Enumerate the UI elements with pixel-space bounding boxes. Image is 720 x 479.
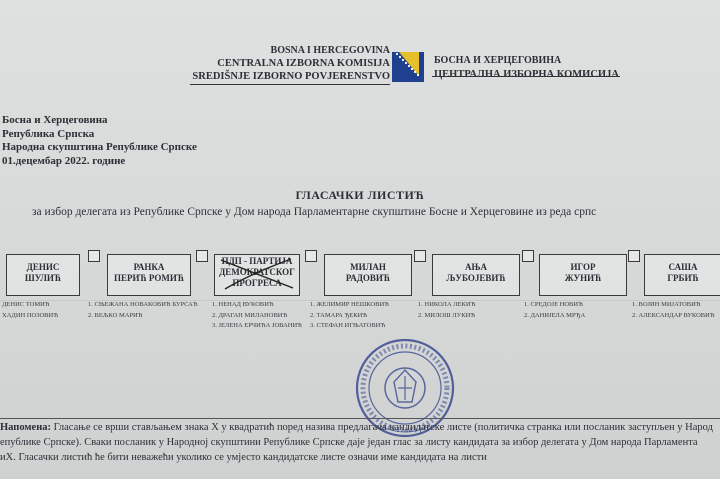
nominator: 1. НЕНАД ВУКОВИЋ [212, 301, 274, 308]
header-rule-right [432, 76, 620, 77]
header-latin [190, 44, 390, 83]
checkbox-7[interactable] [628, 250, 640, 262]
nominator-list-5 [418, 300, 475, 321]
candidate-name-line: ПЕРИЋ РОМИЋ [113, 273, 185, 283]
bih-flag-icon [392, 52, 424, 82]
nominator-list-3 [212, 300, 302, 332]
candidate-name-line: САША [668, 262, 698, 272]
header-commission: CENTRALNA IZBORNA KOMISIJA [217, 58, 390, 69]
checkbox-4[interactable] [305, 250, 317, 262]
nominator: 2. АЛЕКСАНДАР ВУКОВИЋ [632, 311, 715, 319]
candidate-name-line: ДЕМОКРАТСКОГ [219, 267, 295, 277]
handwritten-x-mark [217, 256, 297, 292]
candidate-name-line: ПРОГРЕСА [232, 278, 282, 288]
address-entity: Република Српска [2, 127, 95, 140]
candidate-box-1[interactable] [6, 254, 80, 296]
nominator-list-4 [310, 300, 389, 332]
nominator: 1. СРЕДОЈЕ НОВИЋ [524, 301, 583, 308]
header-country: BOSNA I HERCEGOVINA [270, 45, 390, 56]
candidate-name-line: ГРБИЋ [667, 273, 699, 283]
nominator: ХАДИН ПОЗОВИЋ [2, 311, 59, 319]
header-country-cyr: БОСНА И ХЕРЦЕГОВИНА [434, 55, 562, 66]
ballot-subtitle: за избор делегата из Републике Српске у Дом народа Парламентарне скупштине Босне и Херцеговине из реда српс [32, 206, 597, 218]
candidate-name [540, 262, 626, 284]
candidate-name-line: ЖУНИЋ [564, 273, 602, 283]
candidate-name-line: ПДП - ПАРТИЈА [221, 256, 293, 266]
checkbox-6[interactable] [522, 250, 534, 262]
note-line-3: иХ. Гласачки листић ће бити неважећи уколико се умјесто кандидатске листе означи име кандидата на листи [0, 452, 487, 463]
candidate-name-line: РАНКА [133, 262, 165, 272]
checkbox-2[interactable] [88, 250, 100, 262]
candidate-name [108, 262, 190, 284]
candidate-name [325, 262, 411, 284]
note-rule [0, 418, 720, 419]
nominator-list-7 [632, 300, 715, 321]
address-assembly: Народна скупштина Републике Српске [2, 141, 197, 153]
address-country: Босна и Херцеговина [2, 114, 108, 126]
ballot-note [0, 420, 720, 465]
candidate-name-line: ДЕНИС [26, 262, 60, 272]
checkbox-3[interactable] [196, 250, 208, 262]
header-rule-left [190, 84, 390, 85]
ballot-title: ГЛАСАЧКИ ЛИСТИЋ [295, 188, 425, 202]
candidate-name-line: ЉУБОЈЕВИЋ [446, 273, 506, 283]
nominator: 2. ТАМАРА ЂЕКИЋ [310, 311, 368, 319]
note-text: Гласање се врши стављањем знака X у квадратић поред назива предлагача кандидатске листе (политичка странка или посланик заступљен у Народ [51, 422, 713, 433]
checkbox-5[interactable] [414, 250, 426, 262]
nominator: 3. ЈЕЛЕНА ЕРЧИЋА ЈОВАНИЋ [212, 322, 302, 329]
candidate-name [433, 262, 519, 284]
candidate-name-line: МИЛАН [350, 262, 386, 272]
nominator: 1. ЖЕЛИМИР НЕШКОВИЋ [310, 301, 389, 308]
nominator: 2. ВЕЉКО МАРИЋ [88, 311, 143, 319]
nominator: 2. ДАНИЈЕЛА МРЂА [524, 311, 586, 319]
nominator-list-2 [88, 300, 198, 321]
nominator: 2. МИЛОШ ЛУКИЋ [418, 311, 476, 319]
nominator: ДЕНИС ТОМИЋ [2, 301, 50, 308]
header-commission-cyr: ЦЕНТРАЛНА ИЗБОРНА КОМИСИЈА [434, 69, 619, 80]
candidate-name [7, 262, 79, 284]
header-cyrillic [434, 54, 619, 82]
candidate-box-5[interactable] [432, 254, 520, 296]
note-line-1 [0, 420, 720, 435]
nominator-list-6 [524, 300, 585, 321]
nominator-list-1 [2, 300, 58, 321]
nominator: 3. СТЕФАН ИГЊАТОВИЋ [310, 322, 386, 329]
header-office: SREDIŠNJE IZBORNO POVJERENSTVO [192, 71, 390, 82]
address-date: 01.децембар 2022. године [2, 154, 126, 167]
nominator: 1. НИКОЛА ЛЕКИЋ [418, 301, 476, 308]
note-label: Напомена: [0, 422, 51, 433]
nominator: 2. ДРАГАН МИЛАНОВИЋ [212, 311, 288, 319]
note-line-2: епублике Српске). Сваки посланик у Народној скупштини Републике Српске даје један глас за листу кандидата за избор делегата у Дом народа Парламента [0, 437, 698, 448]
candidate-box-4[interactable] [324, 254, 412, 296]
candidate-name-line: ШУЛИЋ [24, 273, 62, 283]
candidate-box-2[interactable] [107, 254, 191, 296]
candidate-name-line: ИГОР [570, 262, 596, 272]
candidate-box-7[interactable] [644, 254, 720, 296]
address-block [2, 114, 197, 168]
nominator: 1. СЊЕЖАНА НОВАКОВИЋ БУРСАЋ [88, 301, 198, 308]
candidate-name-line: АЊА [464, 262, 488, 272]
candidate-name [645, 262, 720, 284]
candidate-box-6[interactable] [539, 254, 627, 296]
candidate-name-line: РАДОВИЋ [345, 273, 391, 283]
nominator: 1. ВОЈИН МИЈАТОВИЋ [632, 301, 701, 308]
